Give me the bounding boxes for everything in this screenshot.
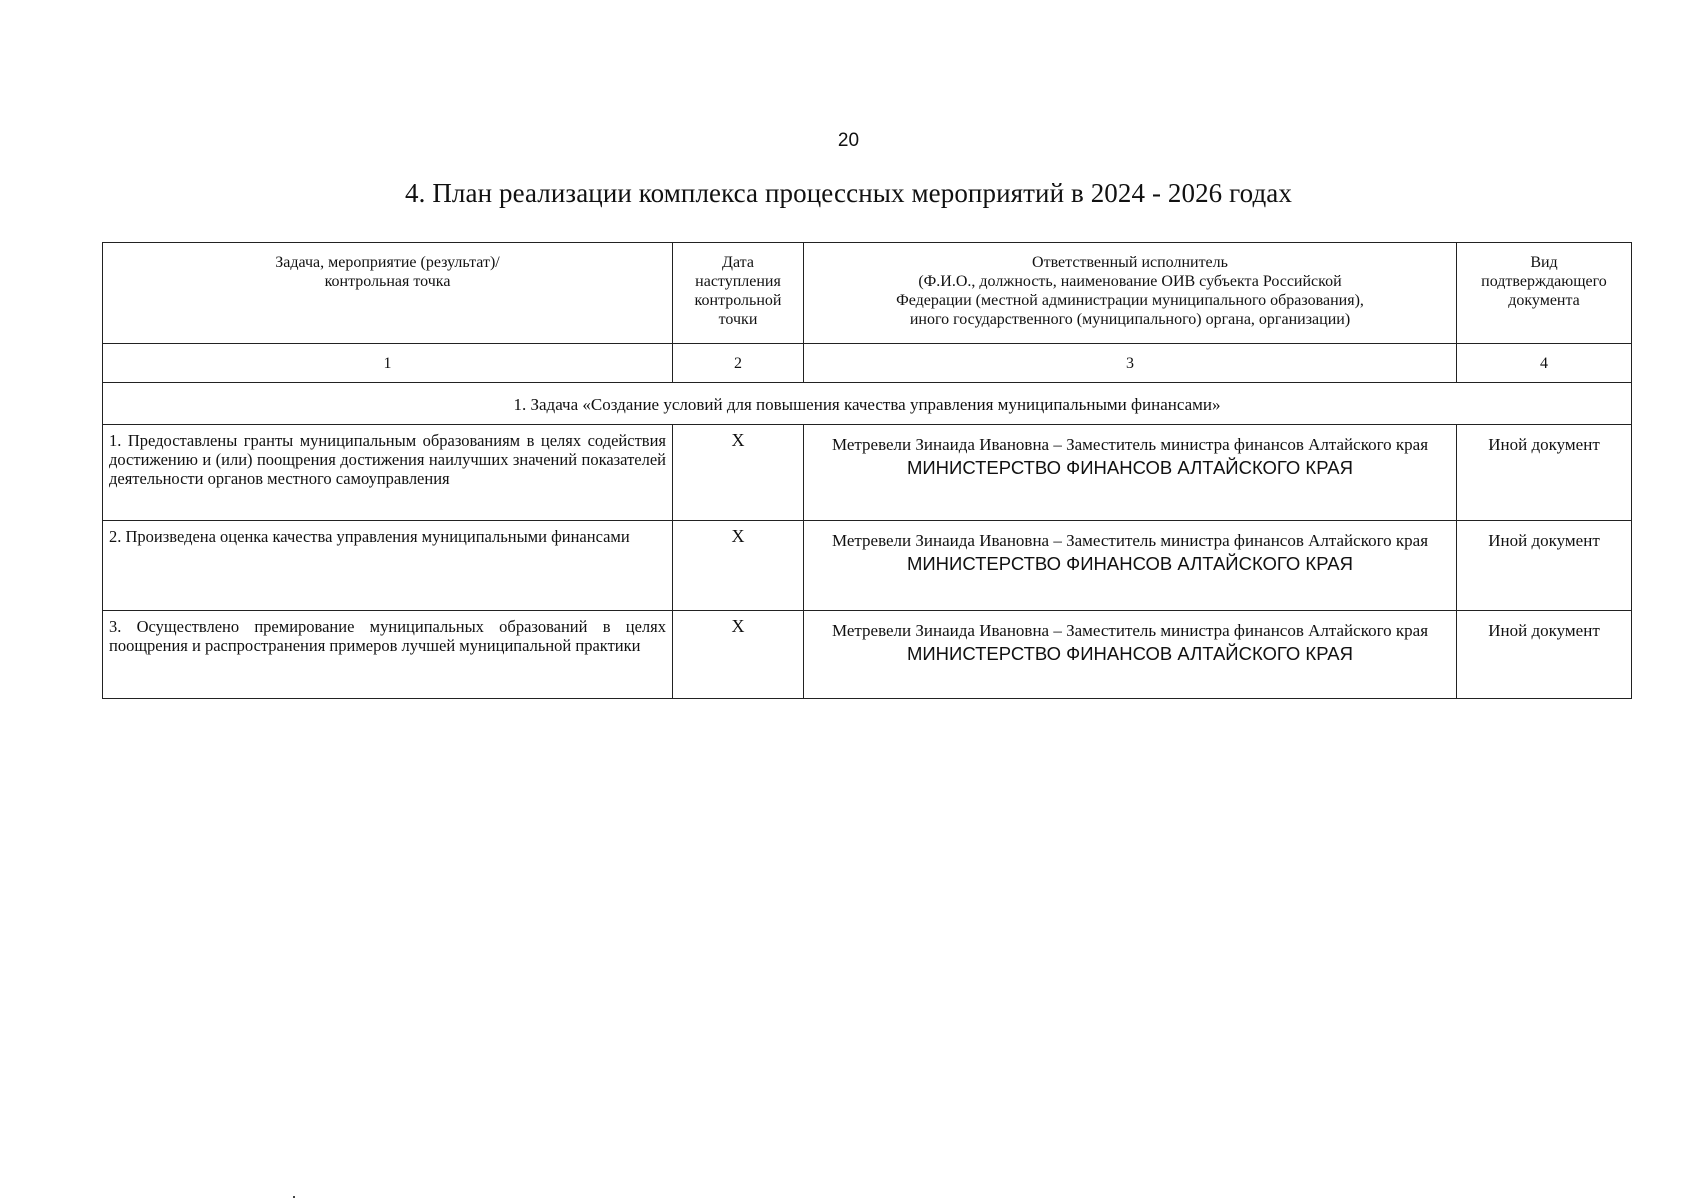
table-row: [103, 425, 1632, 521]
table-header-row: [103, 243, 1632, 344]
responsible-person: Метревели Зинаида Ивановна – Заместитель министра финансов Алтайского края: [831, 531, 1429, 550]
page-number: 20: [837, 130, 860, 151]
responsible-cell: [804, 425, 1457, 521]
column-number: 4: [1457, 344, 1632, 383]
responsible-organization: МИНИСТЕРСТВО ФИНАНСОВ АЛТАЙСКОГО КРАЯ: [906, 553, 1354, 574]
column-number-row: [103, 344, 1632, 383]
plan-table: [102, 242, 1632, 699]
scan-speck: [293, 1196, 295, 1198]
event-cell: 1. Предоставлены гранты муниципальным образованиям в целях содействия достижению и (или) поощрения достижения наилучших значений показателей деятельности органов местного самоуправления: [103, 425, 673, 521]
responsible-organization: МИНИСТЕРСТВО ФИНАНСОВ АЛТАЙСКОГО КРАЯ: [906, 457, 1354, 478]
column-number: 1: [103, 344, 673, 383]
responsible-organization: МИНИСТЕРСТВО ФИНАНСОВ АЛТАЙСКОГО КРАЯ: [906, 643, 1354, 664]
table-row: [103, 611, 1632, 699]
column-number: 3: [804, 344, 1457, 383]
responsible-person: Метревели Зинаида Ивановна – Заместитель министра финансов Алтайского края: [831, 621, 1429, 640]
header-responsible: Ответственный исполнитель (Ф.И.О., должность, наименование ОИВ субъекта Российской Федерации (местной администрации муниципального образования), иного государственного (муниципального) органа, организации): [804, 243, 1457, 344]
document-type-cell: Иной документ: [1457, 611, 1632, 699]
column-number: 2: [673, 344, 804, 383]
table-row: [103, 521, 1632, 611]
header-control-date: Дата наступления контрольной точки: [673, 243, 804, 344]
event-cell: 2. Произведена оценка качества управления муниципальными финансами: [103, 521, 673, 611]
document-type-cell: Иной документ: [1457, 521, 1632, 611]
task-row: [103, 383, 1632, 425]
event-cell: 3. Осуществлено премирование муниципальных образований в целях поощрения и распространения примеров лучшей муниципальной практики: [103, 611, 673, 699]
responsible-person: Метревели Зинаида Ивановна – Заместитель министра финансов Алтайского края: [831, 435, 1429, 454]
responsible-cell: [804, 521, 1457, 611]
document-type-cell: Иной документ: [1457, 425, 1632, 521]
responsible-cell: [804, 611, 1457, 699]
page-title: 4. План реализации комплекса процессных мероприятий в 2024 - 2026 годах: [405, 178, 1292, 208]
control-date-cell: Х: [673, 521, 804, 611]
control-date-cell: Х: [673, 611, 804, 699]
header-document-type: Вид подтверждающего документа: [1457, 243, 1632, 344]
task-title: 1. Задача «Создание условий для повышения качества управления муниципальными финансами»: [103, 383, 1632, 425]
header-task-event: Задача, мероприятие (результат)/ контрольная точка: [103, 243, 673, 344]
control-date-cell: Х: [673, 425, 804, 521]
